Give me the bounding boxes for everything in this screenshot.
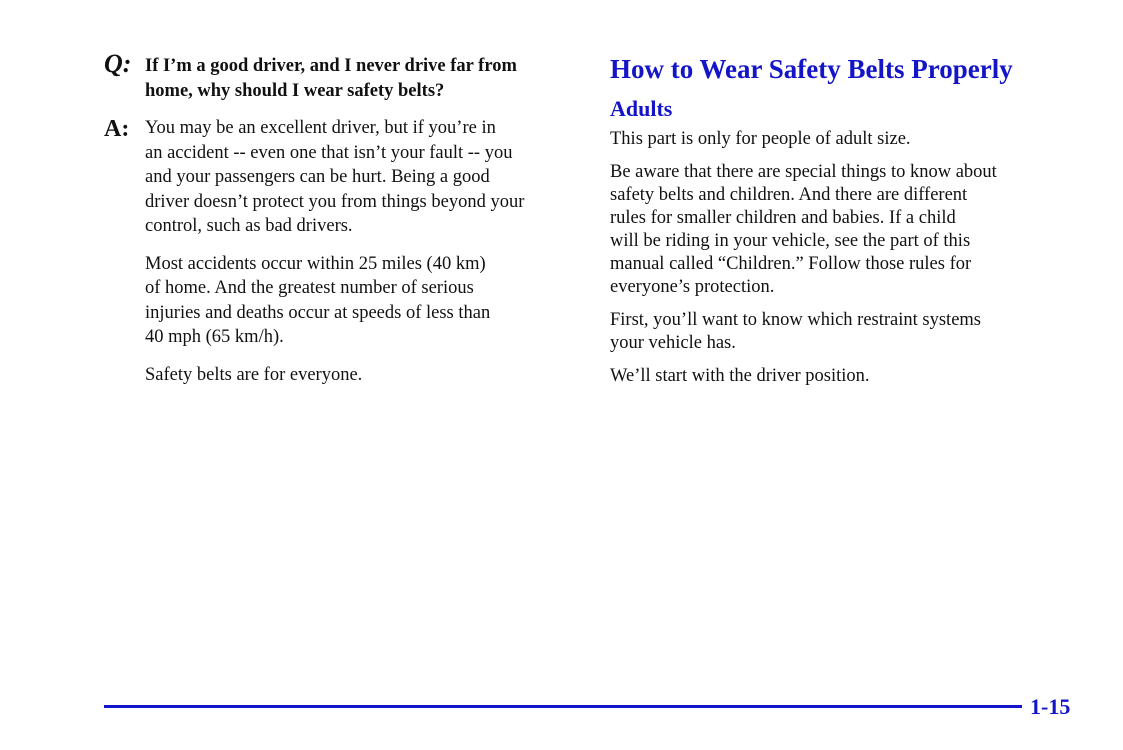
body-paragraph: We’ll start with the driver position.	[610, 366, 870, 386]
page-number: 1-15	[1030, 694, 1071, 719]
question-marker: Q:	[104, 49, 132, 78]
answer-text	[145, 116, 574, 387]
body-paragraph: Be aware that there are special things to know about safety belts and children. And there are different rules for smaller children and babies. If a child will be riding in your vehicle, see the part of this manual called “Children.” Follow those rules for everyone’s protection.	[610, 162, 997, 297]
question-text: If I’m a good driver, and I never drive far from home, why should I wear safety belts?	[145, 56, 517, 101]
subsection-title: Adults	[610, 96, 673, 121]
section-title: How to Wear Safety Belts Properly	[610, 54, 1013, 84]
qa-column	[104, 50, 574, 387]
body-paragraph: First, you’ll want to know which restraint systems your vehicle has.	[610, 310, 981, 353]
section-column	[610, 52, 1070, 388]
answer-block	[104, 116, 574, 387]
answer-paragraph: Safety belts are for everyone.	[145, 364, 363, 385]
answer-paragraph: Most accidents occur within 25 miles (40 km) of home. And the greatest number of serious injuries and deaths occur at speeds of less than 40 mph (65 km/h).	[145, 253, 491, 347]
answer-paragraph: You may be an excellent driver, but if you’re in an accident -- even one that isn’t your fault -- you and your passengers can be hurt. Being a good driver doesn’t protect you from things beyond your control, such as bad drivers.	[145, 118, 525, 236]
answer-marker: A:	[104, 116, 130, 142]
footer-divider	[104, 705, 1022, 708]
question-block	[104, 49, 574, 104]
body-paragraph: This part is only for people of adult size.	[610, 129, 911, 149]
